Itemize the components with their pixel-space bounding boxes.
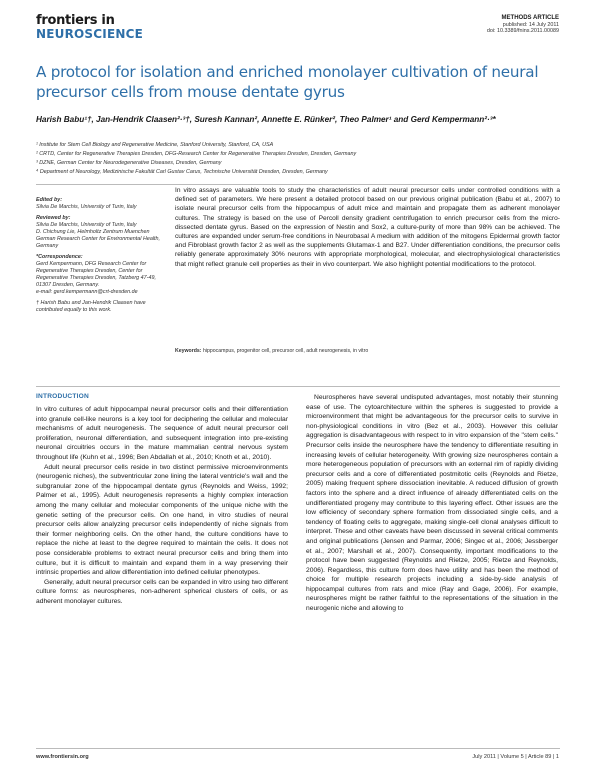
paragraph: Adult neural precursor cells reside in two distinct permissive microenvironments (neurogenic niches), the subventricular zone lining the lateral ventricle's wall and the subgranular zone of the hippocampal dentate gyrus (Reynolds and Weiss, 1992; Palmer et al., 1995). Adult neurogenesis represents a highly complex interaction among the many cellular and molecular components of the unique niche with the genetic setting of the precursor cells. On one hand, in vitro studies of neural precursor cells allow analyzing precursor cells independently of niche signals from their former neighboring cells. On the other hand, the culture conditions have to replace the niche at least to the degree required to maintain the cells. It does not pose considerable problems to extract neural precursor cells and bring them into culture, but it is difficult to maintain and expand them in a way preserving their intrinsic properties and allow differentiation into defined cellular phenotypes.: [36, 463, 288, 577]
affiliations: [36, 141, 561, 177]
journal-logo-bottom: NEUROSCIENCE: [36, 27, 143, 41]
footer-issue: July 2011 | Volume 5 | Article 89 | 1: [472, 754, 559, 760]
affiliation: ⁴ Department of Neurology, Medizinische Fakultät Carl Gustav Carus, Technische Universität Dresden, Dresden, Germany: [36, 169, 328, 175]
equal-contribution-note: † Harish Babu and Jan-Hendrik Claasen have contributed equally to this work.: [36, 300, 146, 313]
affiliation: ² CRTD, Center for Regenerative Therapies Dresden, DFG-Research Center for Regenerative Therapies Dresden, Dresden, Germany: [36, 151, 357, 157]
section-heading: INTRODUCTION: [36, 393, 89, 400]
reviewed-by: Silvia De Marchis, University of Turin, Italy D. Chichung Lie, Helmholtz Zentrum Muenchen German Research Center for Environmental Health, Germany: [36, 222, 161, 249]
paragraph: In vitro cultures of adult hippocampal neural precursor cells and their differentiation into granule cell-like neurons is a key tool for deciphering the cellular and molecular mechanisms of adult neurogenesis. The sequence of adult neural precursor cell proliferation, neuronal differentiation, and subsequent integration into pre-existing neuronal circuitries occurs in the mature mammalian central nervous system throughout life (Kuhn et al., 1996; Ben Abdallah et al., 2010; Knoth et al., 2010).: [36, 406, 288, 461]
article-meta: [487, 15, 559, 35]
keywords-label: Keywords:: [175, 348, 202, 354]
paragraph: Neurospheres have several undisputed advantages, most notably their stunning ease of use. The cytoarchitecture within the spheres is suggested to provide a microenvironment that might be advantageous for the precursor cells to survive in non-physiological conditions in vitro (Bez et al., 2003). However this cellular aggregation is disadvantageous with respect to in vitro expansion of the "stem cells." Precursor cells inside the neurosphere have the tendency to differentiate resulting in increasing levels of cellular heterogeneity. With growing size neurospheres contain a more heterogeneous population of precursors with an external rim of rapidly dividing precursor cells and a core of differentiated postmitotic cells (Reynolds and Rietze, 2005) making frequent sphere dissociation inevitable. A reduced diffusion of growth factors into the sphere and a direct influence of already differentiated cells on the undifferentiated progeny may contribute to this layering effect. Other issues are the low efficiency of secondary sphere formation from dissociated single cells, and a tendency of floating cells to aggregate, making single-cell clonal analyses difficult to interpret. These and other caveats have been discussed in several critical comments and original publications (Jensen and Parmar, 2006; Singec et al., 2006; Jessberger et al., 2007; Marshall et al., 2007). Consequently, important modifications to the protocol have been suggested (Reynolds and Rietze, 2005; Rietze and Reynolds, 2006). Regardless, this culture form does have utility and has been the method of choice for multiple research projects including a side-by-side analysis of hippocampal cultures from rats and mice (Ray and Gage, 2006). For example, neurospheres might be rather faithful to the representations of the situation in the neurogenic niche and allowing to: [306, 394, 558, 613]
paragraph: Generally, adult neural precursor cells can be expanded in vitro using two different culture forms: as neurospheres, non-adherent spherical clusters of cells, or as adherent monolayer cultures.: [36, 578, 288, 605]
footer-divider: [36, 748, 560, 749]
author-list: Harish Babu¹†, Jan-Hendrik Claasen²·³†, Suresh Kannan², Annette E. Rünker², Theo Palmer¹ and Gerd Kempermann²·³*: [36, 115, 496, 124]
affiliation: ¹ Institute for Stem Cell Biology and Regenerative Medicine, Stanford University, Stanford, CA, USA: [36, 142, 274, 148]
published-date: published: 14 July 2011: [502, 21, 559, 28]
correspondence-label: *Correspondence:: [36, 254, 83, 260]
journal-logo: [36, 14, 156, 41]
correspondence: Gerd Kempermann, DFG Research Center for Regenerative Therapies Dresden, Center for Regenerative Therapies Dresden, Tatzberg 47-49, 01307 Dresden, Germany. e-mail: gerd.kempermann@crt-dresden.de: [36, 261, 156, 295]
journal-logo-top: frontiers in: [36, 13, 115, 28]
keywords: [175, 348, 560, 355]
editorial-sidebar: [36, 197, 166, 318]
edited-by-label: Edited by:: [36, 197, 63, 203]
divider: [36, 184, 560, 185]
body-column-left: [36, 405, 288, 606]
article-title: A protocol for isolation and enriched monolayer cultivation of neural precursor cells from mouse dentate gyrus: [36, 63, 539, 101]
keywords-list: hippocampus, progenitor cell, precursor cell, adult neurogenesis, in vitro: [202, 348, 369, 354]
abstract: In vitro assays are valuable tools to study the characteristics of adult neural precursor cells under controlled conditions with a defined set of parameters. We here present a detailed protocol based on our previous original publication (Babu et al., 2007) to isolate neural precursor cells from the hippocampus of adult mice and maintain and propagate them as adherent monolayer cultures. The strategy is based on the use of Percoll density gradient centrifugation to enrich precursor cells from the micro-dissected dentate gyrus. Based on the expression of Nestin and Sox2, a culture-purity of more than 98% can be achieved. The cultures are expanded under serum-free conditions in Neurobasal A medium with addition of the mitogens Epidermal growth factor and Fibroblast growth factor 2 as well as the supplements Glutamax-1 and B27. Under differentiation conditions, the precursor cells reliably generate approximately 30% neurons with appropriate morphological, molecular, and electrophysiological characteristics that might reflect granule cell properties as their in vivo counterpart. We also highlight potential modifications to the protocol.: [175, 187, 560, 268]
edited-by: Silvia De Marchis, University of Turin, Italy: [36, 204, 137, 210]
divider: [36, 386, 560, 387]
body-column-right: [306, 393, 558, 614]
reviewed-by-label: Reviewed by:: [36, 215, 71, 221]
doi[interactable]: doi: 10.3389/fnins.2011.00089: [486, 28, 559, 35]
affiliation: ³ DZNE, German Center for Neurodegenerative Diseases, Dresden, Germany: [36, 160, 222, 166]
footer-site[interactable]: www.frontiersin.org: [36, 754, 89, 760]
article-type: METHODS ARTICLE: [501, 15, 559, 21]
